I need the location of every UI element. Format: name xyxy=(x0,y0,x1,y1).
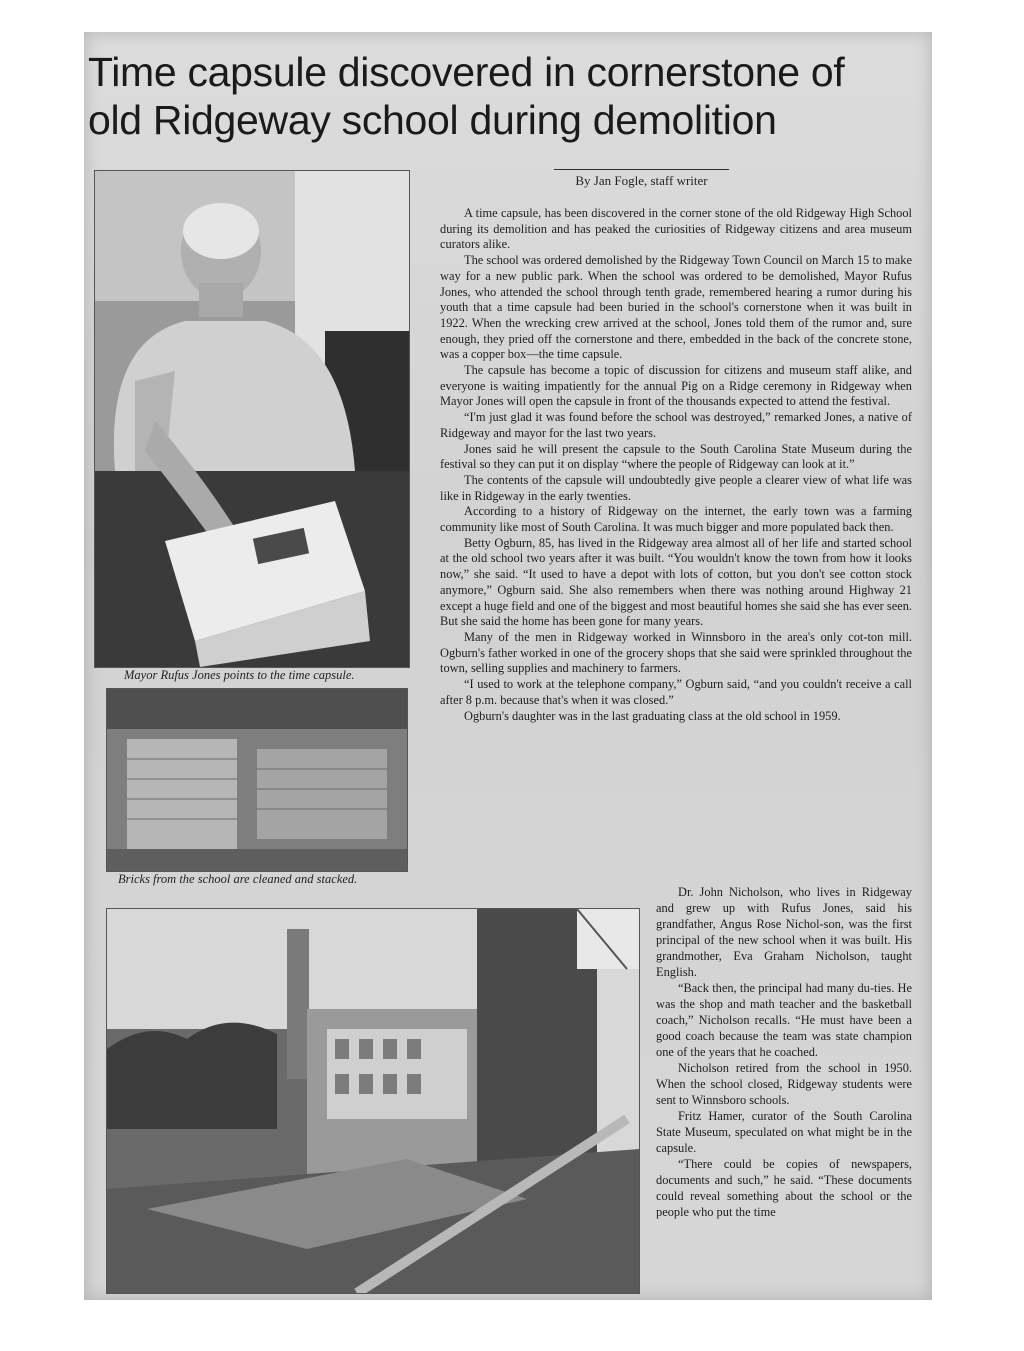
newspaper-clipping xyxy=(84,32,932,1300)
headline-line-2: old Ridgeway school during demolition xyxy=(88,97,777,143)
byline: By Jan Fogle, staff writer xyxy=(554,169,729,189)
headline-line-1: Time capsule discovered in cornerstone of xyxy=(88,49,845,95)
paragraph: Fritz Hamer, curator of the South Carolina State Museum, speculated on what might be in the capsule. xyxy=(656,1109,912,1155)
article-body-side xyxy=(656,884,912,1220)
headline xyxy=(88,48,928,144)
caption-photo-2: Bricks from the school are cleaned and stacked. xyxy=(118,872,358,886)
paragraph: Betty Ogburn, 85, has lived in the Ridgeway area almost all of her life and started school at the old school two years after it was built. “You wouldn't know the town from how it looks now,” she said. “It used to have a depot with lots of cotton, but you don't see cotton stock anymore,” Ogburn said. She also remembers when there was nothing around Highway 21 except a huge field and one of the biggest and most beautiful homes she said she has ever seen. But she said the home has been gone for many years. xyxy=(440,535,912,629)
photo-demolition xyxy=(106,908,640,1294)
paragraph: According to a history of Ridgeway on the internet, the early town was a farming community like most of South Carolina. It was much bigger and more populated back then. xyxy=(440,504,912,535)
photo-mayor-with-capsule xyxy=(94,170,410,668)
bricks-photo-image xyxy=(107,689,407,871)
paragraph: “Back then, the principal had many du-ties. He was the shop and math teacher and the basketball coach,” Nicholson recalls. “He must have been a good coach because the team was state champion one of the years that he coached. xyxy=(656,981,912,1059)
paragraph: Jones said he will present the capsule to the South Carolina State Museum during the festival so they can put it on display “where the people of Ridgeway can look at it.” xyxy=(440,441,912,472)
paragraph: “I'm just glad it was found before the school was destroyed,” remarked Jones, a native of Ridgeway and mayor for the last two years. xyxy=(440,410,912,440)
paragraph: The school was ordered demolished by the Ridgeway Town Council on March 15 to make way for a new public park. When the school was ordered to be demolished, Mayor Rufus Jones, who attended the school through tenth grade, remembered hearing a rumor during his youth that a time capsule had been buried in the school's cornerstone when it was built in 1922. When the wrecking crew arrived at the school, Jones told them of the rumor and, sure enough, they pried off the cornerstone and there, embedded in the back of the concrete stone, was a copper box—the time capsule. xyxy=(440,253,912,362)
paragraph: Many of the men in Ridgeway worked in Winnsboro in the area's only cot-ton mill. Ogburn's father worked in one of the grocery shops that she said were sprinkled throughout the town, selling supplies and machinery to farmers. xyxy=(440,629,912,676)
caption-photo-1: Mayor Rufus Jones points to the time capsule. xyxy=(124,668,355,682)
article-body-main xyxy=(440,206,912,724)
paragraph: Dr. John Nicholson, who lives in Ridgeway and grew up with Rufus Jones, said his grandfather, Angus Rose Nichol-son, was the first principal of the new school when it was built. His grandmother, Eva Graham Nicholson, taught English. xyxy=(656,885,912,979)
paragraph: The contents of the capsule will undoubtedly give people a clearer view of what life was like in Ridgeway in the early twenties. xyxy=(440,472,912,503)
paragraph: Nicholson retired from the school in 1950. When the school closed, Ridgeway students were sent to Winnsboro schools. xyxy=(656,1061,912,1107)
paragraph: “I used to work at the telephone company,” Ogburn said, “and you couldn't receive a call after 8 p.m. because that's when it was closed.” xyxy=(440,677,912,707)
photo-bricks xyxy=(106,688,408,872)
demolition-photo-image xyxy=(107,909,639,1293)
paragraph: The capsule has become a topic of discussion for citizens and museum staff alike, and everyone is waiting impatiently for the annual Pig on a Ridge ceremony in Ridgeway when Mayor Jones will open the capsule in front of the thousands expected to attend the festival. xyxy=(440,363,912,409)
paragraph: A time capsule, has been discovered in the corner stone of the old Ridgeway High School during its demolition and has peaked the curiosities of Ridgeway citizens and area museum curators alike. xyxy=(440,206,912,252)
paragraph: “There could be copies of newspapers, documents and such,” he said. “These documents could reveal something about the school or the people who put the time xyxy=(656,1157,912,1219)
mayor-photo-image xyxy=(95,171,409,667)
paragraph: Ogburn's daughter was in the last graduating class at the old school in 1959. xyxy=(464,708,841,723)
